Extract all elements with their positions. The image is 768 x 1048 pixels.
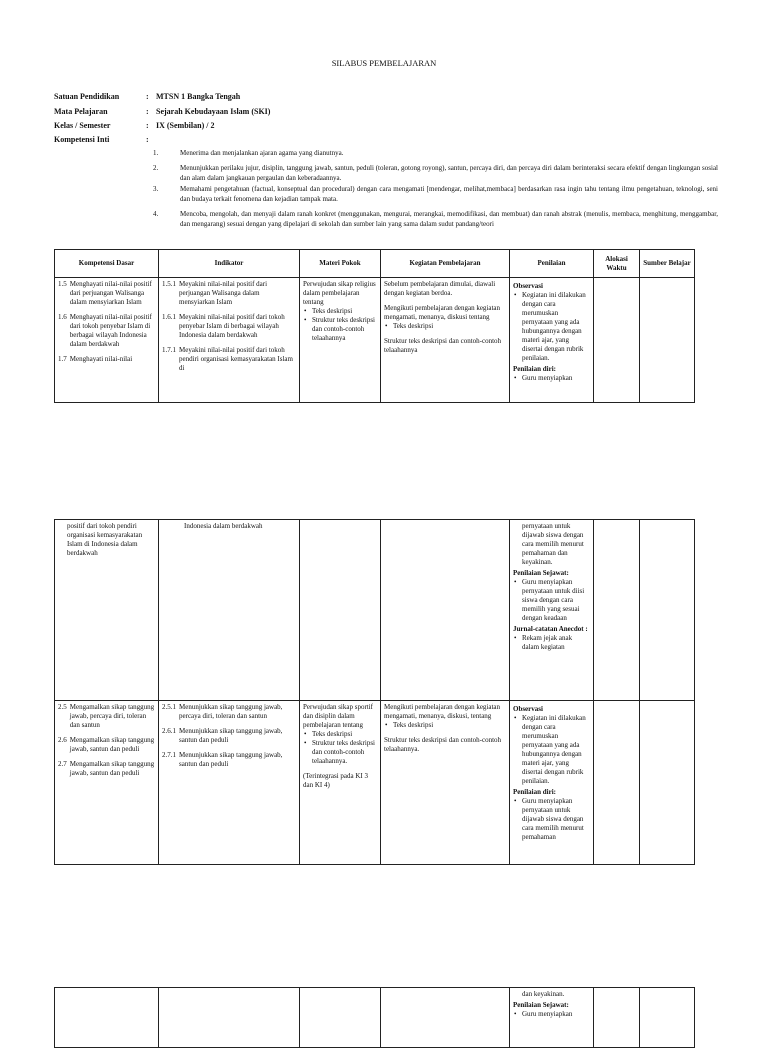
header-kompetensi-dasar: Kompetensi Dasar [55,250,159,278]
materi-list [303,307,377,343]
syllabus-table-1 [54,249,695,403]
cell-indikator [159,520,300,701]
list-item: • Teks deskripsi [384,322,506,331]
cell-materi-pokok [300,520,381,701]
kd-number: 2.6 [58,736,67,744]
indikator-item [162,703,296,721]
cell-kompetensi-dasar [55,701,159,865]
materi-intro: Perwujudan sikap sportif dan disiplin dalam pembelajaran tentang [303,703,373,729]
meta-label: Satuan Pendidikan [54,92,120,101]
table-row [55,701,695,865]
table-header-row [55,250,695,278]
cell-indikator [159,278,300,403]
cell-alokasi-waktu [594,701,640,865]
list-item: • Guru menyiapkan [513,374,590,383]
indikator-number: 1.7.1 [162,346,176,354]
kd-number: 1.5 [58,280,67,288]
cell-kompetensi-dasar [55,988,159,1048]
kd-text: Menghayati nilai-nilai positif dari perjuangan Walisanga dalam mensyiarkan Islam [69,280,152,306]
list-item: • Guru menyiapkan pernyataan untuk dijawab siswa dengan cara memilih menurut pemahaman [513,797,590,842]
indikator-item [162,346,296,373]
table-row [55,988,695,1048]
ki-text: Menunjukkan perilaku jujur, disiplin, tanggung jawab, santun, peduli (toleran, gotong royong), santun, percaya diri, dan percaya diri dalam berinteraksi secara efektif dengan lingkungan sosial dan alam dalam jangkauan pergaulan dan keberadaannya. [180,164,718,182]
kd-item [58,355,155,364]
kd-item [58,703,155,730]
cell-sumber-belajar [640,278,695,403]
ki-number: 3. [153,185,159,193]
penilaian-continued: pernyataan untuk dijawab siswa dengan cara memilih menurut pemahaman dan keyakinan. [522,522,584,566]
indikator-continued: Indonesia dalam berdakwah [184,522,263,530]
list-item: • Struktur teks deskripsi dan contoh-contoh telaahannya [303,316,377,343]
list-item: • Kegiatan ini dilakukan dengan cara merumuskan pernyataan yang ada hubungannya dengan materi ajar, yang disertai dengan rubrik penilaian. [513,714,590,786]
header-indikator: Indikator [159,250,300,278]
kd-item [58,760,155,778]
kd-item [58,280,155,307]
ki-number: 1. [153,149,159,157]
penilaian-list [513,714,590,786]
header-materi-pokok: Materi Pokok [300,250,381,278]
cell-kegiatan [381,278,510,403]
list-item: • Teks deskripsi [303,730,377,739]
cell-indikator [159,988,300,1048]
meta-colon: : [146,107,149,116]
kegiatan-paragraph: Mengikuti pembelajaran dengan kegiatan mengamati, menanya, diskusi tentang [384,304,501,321]
cell-penilaian [510,278,594,403]
list-item: • Struktur teks deskripsi dan contoh-contoh telaahannya. [303,739,377,766]
indikator-text: Meyakini nilai-nilai positif dari tokoh penyebar Islam di berbagai wilayah Indonesia dalam berdakwah [179,313,285,339]
kd-item [58,313,155,349]
penilaian-heading: Jurnal-catatan Anecdot : [513,625,588,633]
meta-colon: : [146,121,149,130]
kegiatan-list [384,721,506,730]
materi-list [303,730,377,766]
cell-sumber-belajar [640,988,695,1048]
table-row [55,520,695,701]
indikator-item [162,280,296,307]
meta-colon: : [146,135,149,144]
penilaian-continued: dan keyakinan. [522,990,565,998]
cell-materi-pokok [300,988,381,1048]
kd-text: Mengamalkan sikap tanggung jawab, santun dan peduli [69,760,155,777]
cell-penilaian [510,520,594,701]
kegiatan-paragraph: Struktur teks deskripsi dan contoh-contoh telaahannya. [384,736,502,753]
penilaian-list [513,374,590,383]
penilaian-list [513,634,590,652]
cell-sumber-belajar [640,520,695,701]
penilaian-list [513,291,590,363]
penilaian-heading: Penilaian Sejawat: [513,1001,569,1009]
kegiatan-paragraph: Mengikuti pembelajaran dengan kegiatan mengamati, menanya, diskusi, tentang [384,703,501,720]
indikator-number: 2.6.1 [162,727,176,735]
cell-materi-pokok [300,701,381,865]
kd-number: 1.7 [58,355,67,363]
cell-kegiatan [381,520,510,701]
header-kegiatan: Kegiatan Pembelajaran [381,250,510,278]
list-item: • Kegiatan ini dilakukan dengan cara merumuskan pernyataan yang ada hubungannya dengan materi ajar, yang disertai dengan rubrik penilaian. [513,291,590,363]
materi-note: (Terintegrasi pada KI 3 dan KI 4) [303,772,369,789]
list-item: • Teks deskripsi [303,307,377,316]
meta-value: IX (Sembilan) / 2 [156,121,215,130]
meta-colon: : [146,92,149,101]
kd-text: Menghayati nilai-nilai [69,355,133,363]
page-title: SILABUS PEMBELAJARAN [331,58,437,68]
ki-text: Memahami pengetahuan (factual, konseptual dan procedural) dengan cara mengamati [mendengar, melihat,membaca] berdasarkan rasa ingin tahu tentang ilmu pengetahuan, teknologi, seni dan budaya terkait fenomena dan kejadian tampak mata. [180,185,718,203]
cell-kompetensi-dasar [55,520,159,701]
penilaian-heading: Penilaian diri: [513,365,556,373]
meta-label: Kelas / Semester [54,121,111,130]
indikator-text: Meyakini nilai-nilai positif dari perjuangan Walisanga dalam mensyiarkan Islam [179,280,268,306]
cell-sumber-belajar [640,701,695,865]
kegiatan-paragraph: Sebelum pembelajaran dimulai, diawali dengan kegiatan berdoa. [384,280,496,297]
indikator-number: 1.5.1 [162,280,176,288]
list-item: • Guru menyiapkan [513,1010,590,1019]
cell-indikator [159,701,300,865]
list-item: • Guru menyiapkan pernyataan untuk diisi siswa dengan cara memilih yang sesuai dengan keadaan [513,578,590,623]
cell-kegiatan [381,701,510,865]
kd-number: 1.6 [58,313,67,321]
ki-text: Menerima dan menjalankan ajaran agama yang dianutnya. [180,149,344,157]
list-item: • Teks deskripsi [384,721,506,730]
cell-penilaian [510,701,594,865]
kd-item [58,736,155,754]
indikator-number: 2.7.1 [162,751,176,759]
kegiatan-list [384,322,506,331]
penilaian-list [513,797,590,842]
penilaian-list [513,1010,590,1019]
cell-kompetensi-dasar [55,278,159,403]
indikator-text: Menunjukkan sikap tanggung jawab, santun dan peduli [179,751,283,768]
cell-kegiatan [381,988,510,1048]
penilaian-heading: Penilaian diri: [513,788,556,796]
header-sumber-belajar: Sumber Belajar [640,250,695,278]
indikator-text: Menunjukkan sikap tanggung jawab, santun dan peduli [179,727,283,744]
ki-number: 4. [153,210,159,218]
meta-label: Mata Pelajaran [54,107,108,116]
syllabus-table-3 [54,987,695,1048]
kegiatan-paragraph: Struktur teks deskripsi dan contoh-contoh telaahannya [384,337,502,354]
list-item: • Rekam jejak anak dalam kegiatan [513,634,590,652]
kd-number: 2.7 [58,760,67,768]
penilaian-heading: Observasi [513,282,543,290]
ki-number: 2. [153,164,159,172]
cell-alokasi-waktu [594,988,640,1048]
meta-label: Kompetensi Inti [54,135,110,144]
indikator-item [162,727,296,745]
indikator-text: Meyakini nilai-nilai positif dari tokoh pendiri organisasi kemasyarakatan Islam di [179,346,293,372]
materi-intro: Perwujudan sikap religius dalam pembelajaran tentang [303,280,376,306]
syllabus-table-2 [54,519,695,865]
kd-number: 2.5 [58,703,67,711]
header-alokasi-waktu: Alokasi Waktu [594,250,640,278]
cell-alokasi-waktu [594,520,640,701]
kd-text: Mengamalkan sikap tanggung jawab, percaya diri, toleran dan santun [69,703,155,729]
indikator-item [162,313,296,340]
cell-penilaian [510,988,594,1048]
kd-text: Menghayati nilai-nilai positif dari tokoh penyebar Islam di berbagai wilayah Indonesia dalam berdakwah [69,313,152,348]
kd-text: Mengamalkan sikap tanggung jawab, santun dan peduli [69,736,155,753]
indikator-number: 2.5.1 [162,703,176,711]
kd-continued: positif dari tokoh pendiri organisasi kemasyarakatan Islam di Indonesia dalam berdakwah [67,522,143,557]
ki-text: Mencoba, mengolah, dan menyaji dalam ranah konkret (menggunakan, mengurai, merangkai, memodifikasi, dan membuat) dan ranah abstrak (menulis, membaca, menghitung, menggambar, dan mengarang) sesuai dengan yang dipelajari di sekolah dan sumber lain yang sama dalam sudut pandang/teori [180,210,718,228]
penilaian-heading: Penilaian Sejawat: [513,569,569,577]
cell-alokasi-waktu [594,278,640,403]
table-row [55,278,695,403]
meta-value: Sejarah Kebudayaan Islam (SKI) [156,107,271,116]
header-penilaian: Penilaian [510,250,594,278]
penilaian-list [513,578,590,623]
indikator-text: Menunjukkan sikap tanggung jawab, percaya diri, toleran dan santun [179,703,283,720]
penilaian-heading: Observasi [513,705,543,713]
indikator-number: 1.6.1 [162,313,176,321]
indikator-item [162,751,296,769]
meta-value: MTSN 1 Bangka Tengah [156,92,241,101]
cell-materi-pokok [300,278,381,403]
